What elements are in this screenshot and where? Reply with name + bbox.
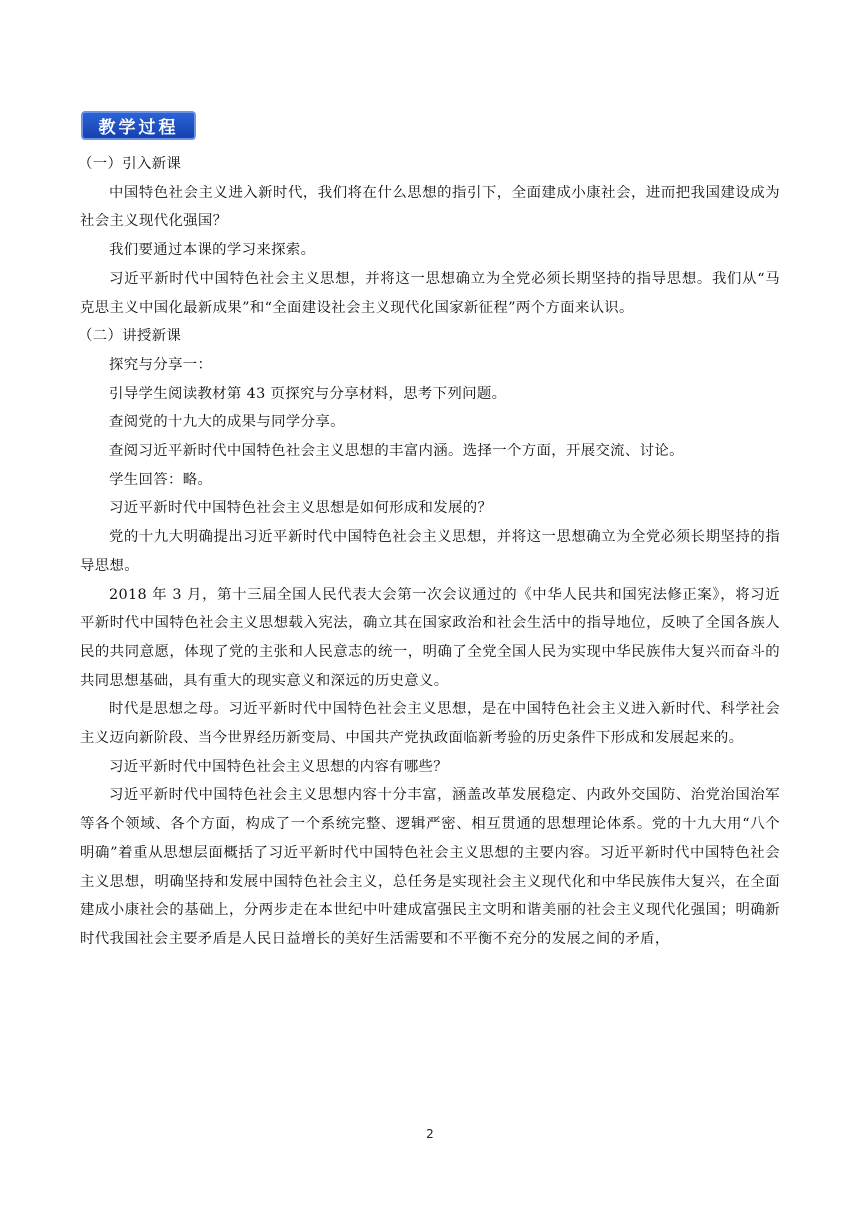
paragraph: 学生回答：略。: [109, 471, 213, 488]
paragraph: 习近平新时代中国特色社会主义思想的内容有哪些？: [109, 758, 449, 775]
page-number: 2: [426, 1127, 434, 1141]
document-body: [80, 150, 780, 954]
section-badge: 教学过程: [81, 111, 196, 140]
section-title: （二）讲授新课: [78, 328, 182, 345]
paragraph: 习近平新时代中国特色社会主义思想内容十分丰富，涵盖改革发展稳定、内政外交国防、治党治国治军等各个领域、各个方面，构成了一个系统完整、逻辑严密、相互贯通的思想理论体系。党的十九大用“八个明确”着重从思想层面概括了习近平新时代中国特色社会主义思想的主要内容。习近平新时代中国特色社会主义思想，明确坚持和发展中国特色社会主义，总任务是实现社会主义现代化和中华民族伟大复兴，在全面建成小康社会的基础上，分两步走在本世纪中叶建成富强民主文明和谐美丽的社会主义现代化强国；明确新时代我国社会主要矛盾是人民日益增长的美好生活需要和不平衡不充分的发展之间的矛盾，: [80, 787, 780, 947]
paragraph: 探究与分享一：: [109, 356, 213, 373]
paragraph: 查阅党的十九大的成果与同学分享。: [109, 414, 345, 431]
paragraph: 2018 年 3 月，第十三届全国人民代表大会第一次会议通过的《中华人民共和国宪法修正案》，将习近平新时代中国特色社会主义思想载入宪法，确立其在国家政治和社会生活中的指导地位，反映了全国各族人民的共同意愿，体现了党的主张和人民意志的统一，明确了全党全国人民为实现中华民族伟大复兴而奋斗的共同思想基础，具有重大的现实意义和深远的历史意义。: [80, 586, 780, 689]
paragraph: 党的十九大明确提出习近平新时代中国特色社会主义思想，并将这一思想确立为全党必须长期坚持的指导思想。: [80, 529, 780, 574]
paragraph: 引导学生阅读教材第 43 页探究与分享材料，思考下列问题。: [109, 385, 507, 402]
paragraph: 我们要通过本课的学习来探索。: [109, 242, 316, 259]
paragraph: 中国特色社会主义进入新时代，我们将在什么思想的指引下，全面建成小康社会，进而把我国建设成为社会主义现代化强国？: [80, 184, 780, 230]
paragraph: 时代是思想之母。习近平新时代中国特色社会主义思想，是在中国特色社会主义进入新时代、科学社会主义迈向新阶段、当今世界经历新变局、中国共产党执政面临新考验的历史条件下形成和发展起来的。: [80, 701, 780, 747]
paragraph: 习近平新时代中国特色社会主义思想，并将这一思想确立为全党必须长期坚持的指导思想。我们从“马克思主义中国化最新成果”和“全面建设社会主义现代化国家新征程”两个方面来认识。: [80, 270, 780, 316]
paragraph: 习近平新时代中国特色社会主义思想是如何形成和发展的？: [109, 500, 493, 517]
paragraph: 查阅习近平新时代中国特色社会主义思想的丰富内涵。选择一个方面，开展交流、讨论。: [109, 443, 684, 460]
section-title: （一）引入新课: [78, 156, 182, 172]
